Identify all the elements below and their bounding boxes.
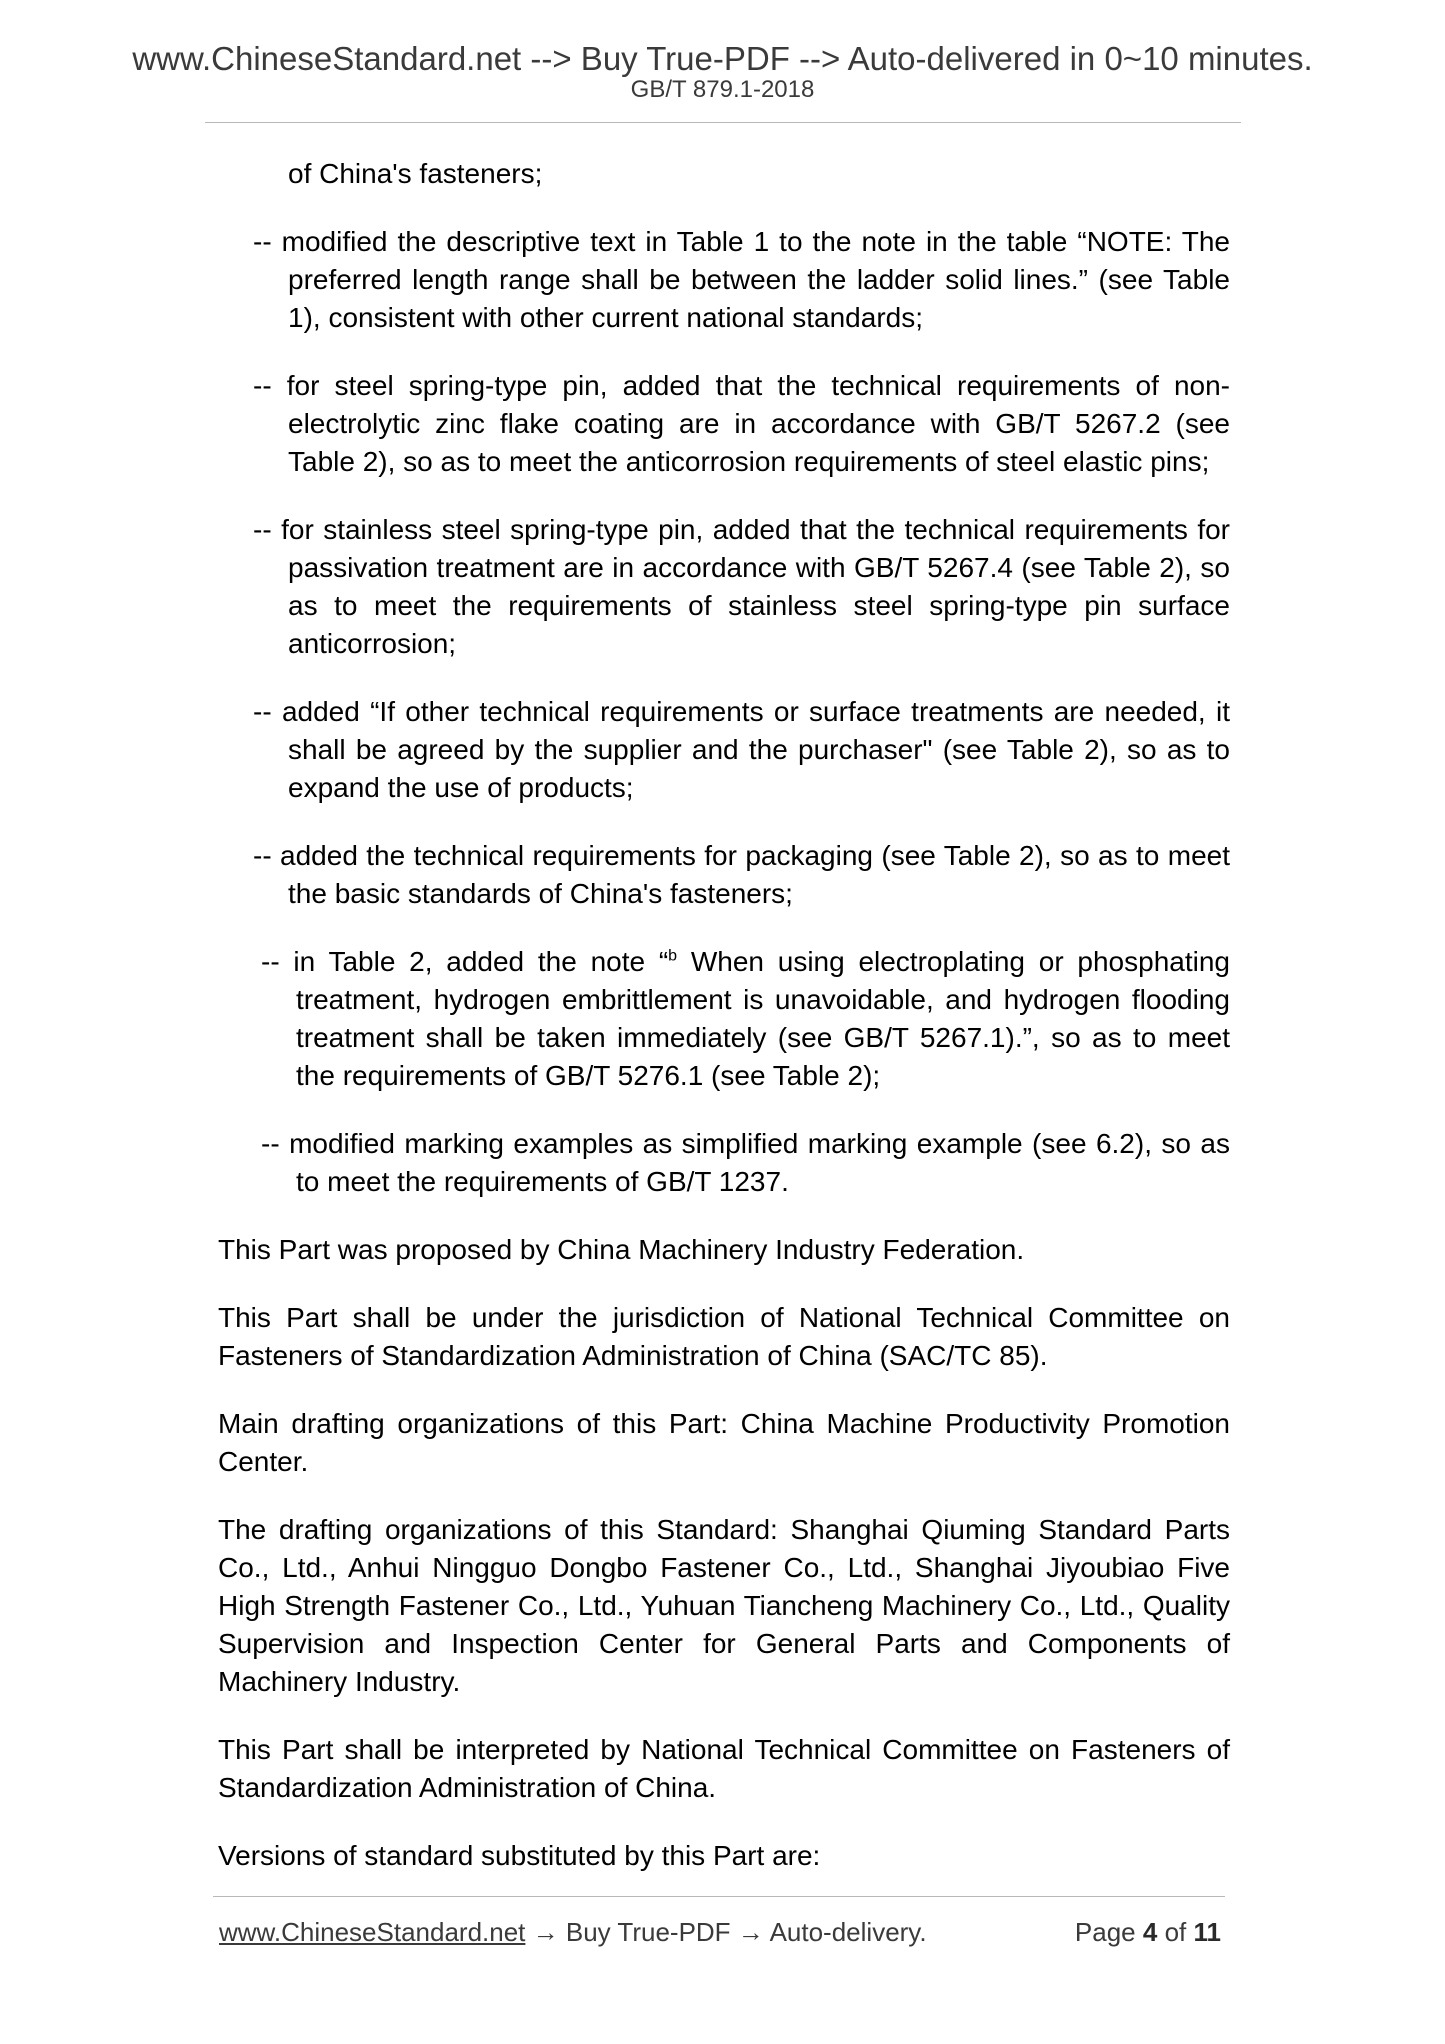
list-item: -- modified the descriptive text in Table 1 to the note in the table “NOTE: The preferred length range shall be between the ladder solid lines.” (see Table 1), consistent with other current national standards; (253, 226, 1230, 333)
footer-promo (219, 1917, 927, 1948)
list-item-text: When using electroplating or phosphating treatment, hydrogen embrittlement is unavoidable, and hydrogen flooding treatment shall be taken immediately (see GB/T 5267.1).”, so as to meet the requirements of GB/T 5276.1 (see Table 2); (296, 946, 1230, 1091)
list-item (218, 943, 1230, 1095)
page-indicator (1075, 1917, 1221, 1948)
document-body (218, 155, 1230, 1905)
paragraph: This Part shall be under the jurisdiction of National Technical Committee on Fasteners of Standardization Administration of China (SAC/TC 85). (218, 1302, 1230, 1371)
of-label: of (1164, 1917, 1187, 1947)
footer-text: → Buy True-PDF → Auto-delivery. (525, 1917, 927, 1947)
paragraph: This Part shall be interpreted by National Technical Committee on Fasteners of Standardization Administration of China. (218, 1734, 1230, 1803)
document-number: GB/T 879.1-2018 (630, 76, 815, 103)
list-item: -- modified marking examples as simplified marking example (see 6.2), so as to meet the requirements of GB/T 1237. (261, 1128, 1230, 1197)
paragraph: Versions of standard substituted by this Part are: (218, 1840, 821, 1871)
footer-link[interactable]: www.ChineseStandard.net (219, 1917, 526, 1947)
list-item-text: -- in Table 2, added the note “ (261, 946, 669, 977)
continued-text: of China's fasteners; (288, 158, 543, 189)
footnote-marker: b (668, 947, 678, 965)
paragraph: Main drafting organizations of this Part: China Machine Productivity Promotion Center. (218, 1408, 1230, 1477)
list-item: -- added the technical requirements for packaging (see Table 2), so as to meet the basic standards of China's fasteners; (253, 840, 1230, 909)
list-item: -- added “If other technical requirements or surface treatments are needed, it shall be agreed by the supplier and the purchaser" (see Table 2), so as to expand the use of products; (253, 696, 1230, 803)
paragraph: The drafting organizations of this Standard: Shanghai Qiuming Standard Parts Co., Ltd., Anhui Ningguo Dongbo Fastener Co., Ltd., Shanghai Jiyoubiao Five High Strength Fastener Co., Ltd., Yuhuan Tiancheng Machinery Co., Ltd., Quality Supervision and Inspection Center for General Parts and Components of Machinery Industry. (218, 1514, 1230, 1697)
footer-divider (213, 1896, 1225, 1897)
header-divider (205, 122, 1241, 123)
page-label: Page (1074, 1917, 1136, 1947)
header-banner: www.ChineseStandard.net --> Buy True-PDF --> Auto-delivered in 0~10 minutes. (132, 40, 1313, 77)
paragraph: This Part was proposed by China Machinery Industry Federation. (218, 1234, 1025, 1265)
list-item: -- for steel spring-type pin, added that the technical requirements of non-electrolytic zinc flake coating are in accordance with GB/T 5267.2 (see Table 2), so as to meet the anticorrosion requirements of steel elastic pins; (253, 370, 1230, 477)
list-item: -- for stainless steel spring-type pin, added that the technical requirements for passivation treatment are in accordance with GB/T 5267.4 (see Table 2), so as to meet the requirements of stainless steel spring-type pin surface anticorrosion; (253, 514, 1230, 659)
page-number: 4 (1142, 1917, 1158, 1947)
page-total: 11 (1193, 1917, 1221, 1947)
